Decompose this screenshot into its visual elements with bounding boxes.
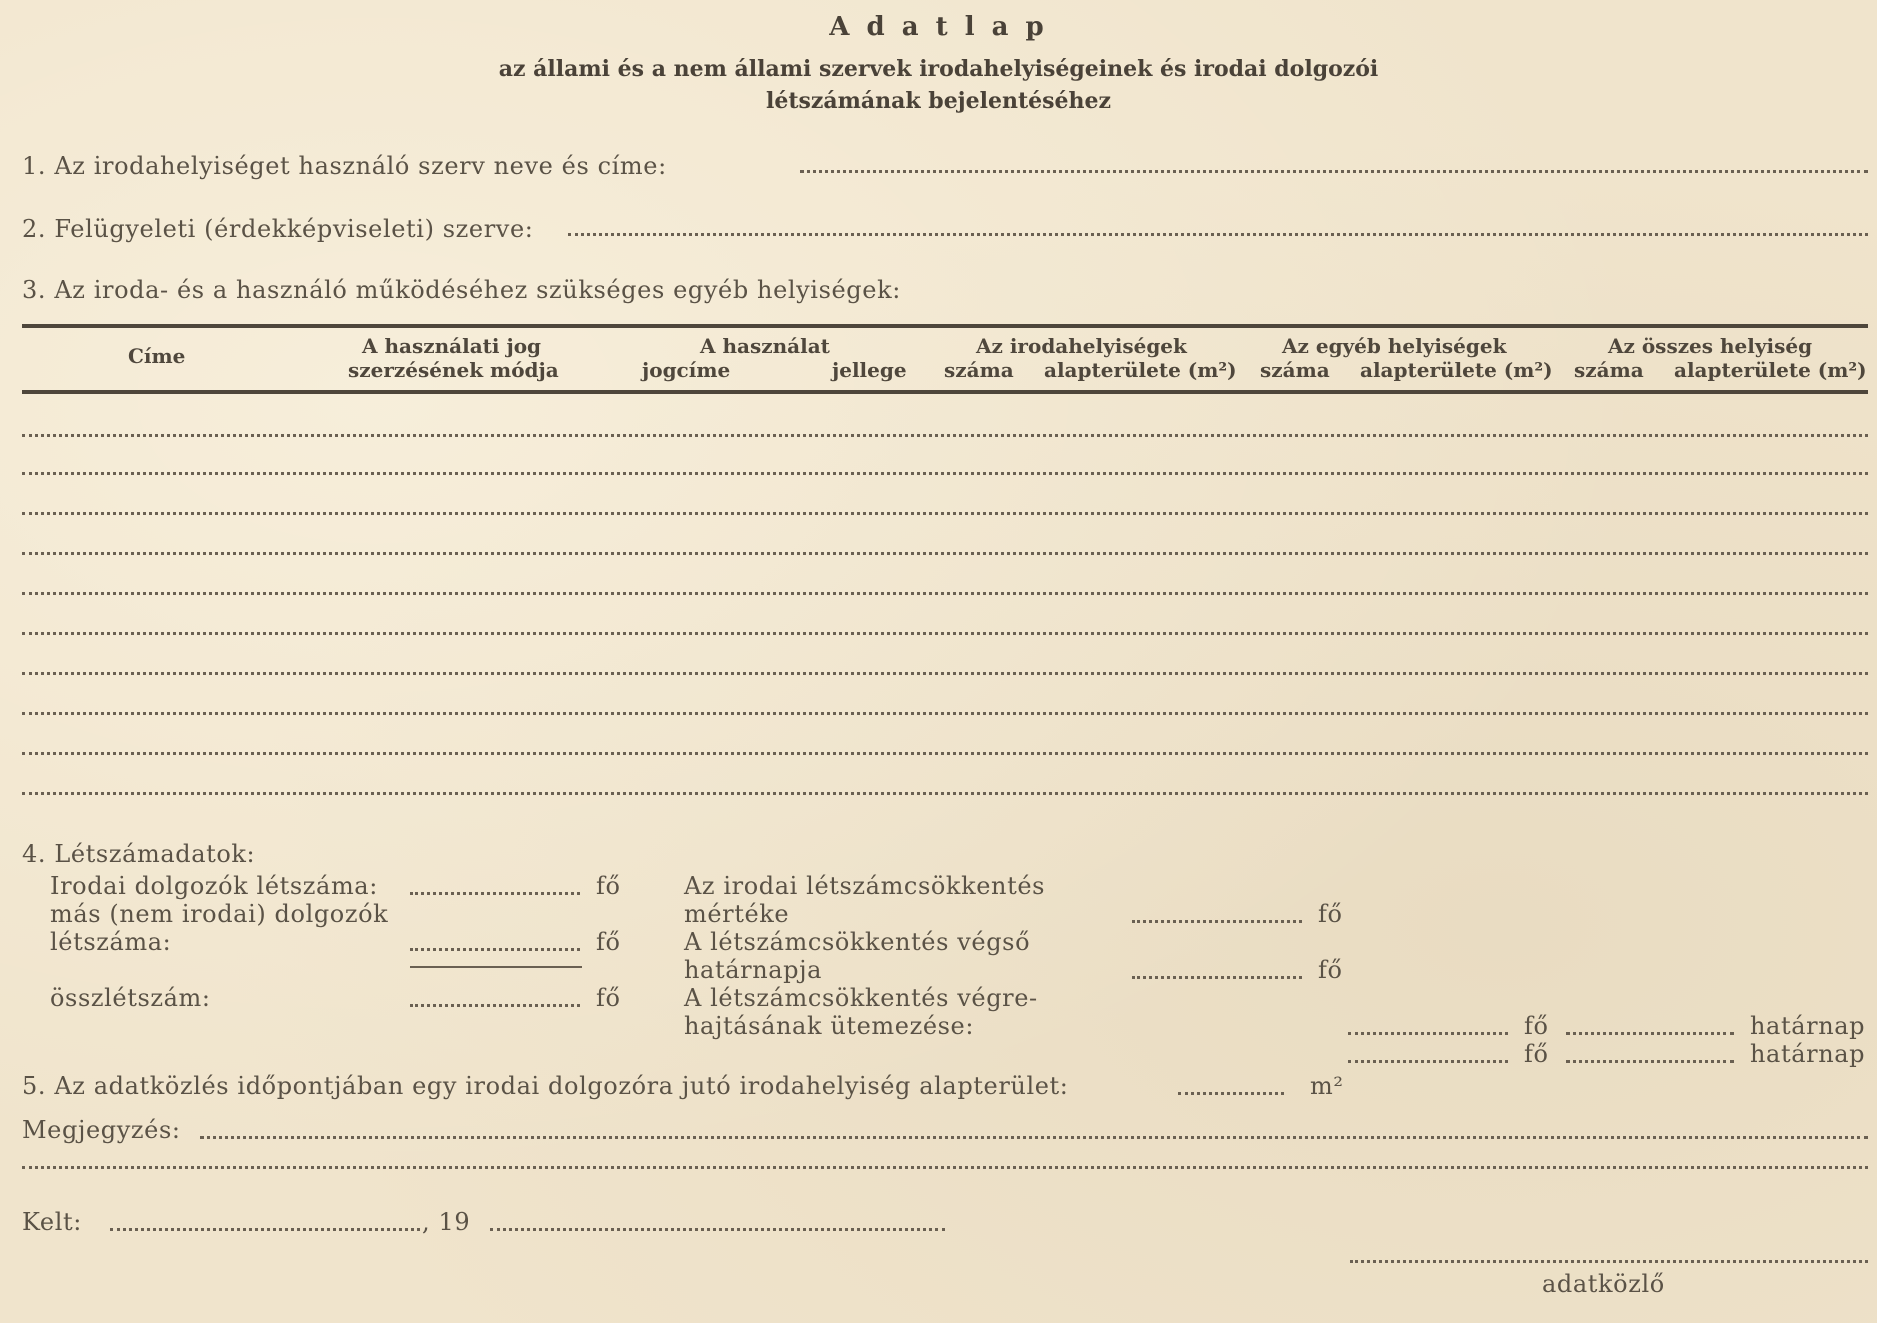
col-header-hasznalat: A használat xyxy=(700,334,830,358)
table-top-rule xyxy=(22,324,1868,328)
form-subtitle-line1: az állami és a nem állami szervek irodahelyiségeinek és irodai dolgozói xyxy=(498,56,1379,82)
fo-unit: fő xyxy=(596,872,621,900)
question-1-field[interactable] xyxy=(800,170,1868,173)
table-row[interactable] xyxy=(22,552,1868,555)
letszamcsokkentes-merteke-label-line2: mértéke xyxy=(684,900,790,928)
fo-unit: fő xyxy=(1524,1040,1549,1068)
kelt-date-field[interactable] xyxy=(490,1228,945,1231)
question-2-field[interactable] xyxy=(568,233,1868,236)
question-4-heading: 4. Létszámadatok: xyxy=(22,840,256,868)
fo-unit: fő xyxy=(596,928,621,956)
utemezes-fo-field-2[interactable] xyxy=(1348,1060,1508,1063)
sum-rule xyxy=(410,966,582,968)
col-header-osszes-szama: száma xyxy=(1574,358,1644,382)
osszletszam-field[interactable] xyxy=(410,1004,580,1007)
letszamcsokkentes-merteke-field[interactable] xyxy=(1132,920,1302,923)
table-row[interactable] xyxy=(22,712,1868,715)
table-row[interactable] xyxy=(22,792,1868,795)
letszamcsokkentes-merteke-label-line1: Az irodai létszámcsökkentés xyxy=(684,872,1046,900)
utemezes-hatarnap-field-2[interactable] xyxy=(1566,1060,1734,1063)
vegso-hatarnap-label-line1: A létszámcsökkentés végső xyxy=(684,928,1031,956)
question-2-label: 2. Felügyeleti (érdekképviseleti) szerve: xyxy=(22,215,534,243)
fo-unit: fő xyxy=(1524,1012,1549,1040)
fo-unit: fő xyxy=(1318,900,1343,928)
kelt-year-prefix: , 19 xyxy=(422,1208,471,1236)
table-header-rule xyxy=(22,390,1868,394)
form-subtitle-line2: létszámának bejelentéséhez xyxy=(765,88,1112,114)
signature-field[interactable] xyxy=(1350,1260,1868,1263)
question-5-unit: m² xyxy=(1310,1072,1344,1100)
osszletszam-label: összlétszám: xyxy=(50,984,211,1012)
form-title: A d a t l a p xyxy=(829,12,1048,42)
col-header-jog-line2: szerzésének módja xyxy=(348,358,559,382)
hatarnap-label: határnap xyxy=(1750,1040,1866,1068)
col-header-irodahelyisegek: Az irodahelyiségek xyxy=(976,334,1187,358)
table-row[interactable] xyxy=(22,472,1868,475)
table-row[interactable] xyxy=(22,632,1868,635)
question-5-field[interactable] xyxy=(1178,1092,1284,1095)
table-row[interactable] xyxy=(22,672,1868,675)
fo-unit: fő xyxy=(1318,956,1343,984)
mas-dolgozok-field[interactable] xyxy=(410,948,580,951)
table-row[interactable] xyxy=(22,512,1868,515)
irodai-letszam-label: Irodai dolgozók létszáma: xyxy=(50,872,378,900)
fo-unit: fő xyxy=(596,984,621,1012)
vegso-hatarnap-label-line2: határnapja xyxy=(684,956,823,984)
col-header-jogcime: jogcíme xyxy=(642,358,731,382)
table-row[interactable] xyxy=(22,752,1868,755)
utemezes-fo-field-1[interactable] xyxy=(1348,1032,1508,1035)
col-header-egyeb-alapterulet: alapterülete (m²) xyxy=(1360,358,1553,382)
question-3-label: 3. Az iroda- és a használó működéséhez szükséges egyéb helyiségek: xyxy=(22,276,901,304)
utemezes-hatarnap-field-1[interactable] xyxy=(1566,1032,1734,1035)
utemezes-label-line2: hajtásának ütemezése: xyxy=(684,1012,975,1040)
kelt-label: Kelt: xyxy=(22,1208,82,1236)
col-header-jog-line1: A használati jog xyxy=(362,334,542,358)
vegso-hatarnap-field[interactable] xyxy=(1132,976,1302,979)
col-header-iroda-szama: száma xyxy=(944,358,1014,382)
megjegyzes-label: Megjegyzés: xyxy=(22,1116,181,1144)
kelt-place-field[interactable] xyxy=(110,1228,420,1231)
col-header-osszes: Az összes helyiség xyxy=(1608,334,1813,358)
adatkozlo-label: adatközlő xyxy=(1542,1270,1665,1298)
table-row[interactable] xyxy=(22,434,1868,437)
utemezes-label-line1: A létszámcsökkentés végre- xyxy=(684,984,1038,1012)
question-5-label: 5. Az adatközlés időpontjában egy irodai dolgozóra jutó irodahelyiség alapterület: xyxy=(22,1072,1069,1100)
hatarnap-label: határnap xyxy=(1750,1012,1866,1040)
irodai-letszam-field[interactable] xyxy=(410,892,580,895)
col-header-cime: Címe xyxy=(128,344,186,368)
col-header-osszes-alapterulet: alapterülete (m²) xyxy=(1674,358,1867,382)
table-row[interactable] xyxy=(22,592,1868,595)
megjegyzes-field-line2[interactable] xyxy=(22,1166,1868,1169)
col-header-egyeb-szama: száma xyxy=(1260,358,1330,382)
question-1-label: 1. Az irodahelyiséget használó szerv neve és címe: xyxy=(22,152,667,180)
mas-dolgozok-label-line2: létszáma: xyxy=(50,928,172,956)
col-header-jellege: jellege xyxy=(832,358,907,382)
mas-dolgozok-label-line1: más (nem irodai) dolgozók xyxy=(50,900,389,928)
col-header-iroda-alapterulet: alapterülete (m²) xyxy=(1044,358,1237,382)
col-header-egyeb: Az egyéb helyiségek xyxy=(1282,334,1507,358)
megjegyzes-field-line1[interactable] xyxy=(200,1136,1868,1139)
